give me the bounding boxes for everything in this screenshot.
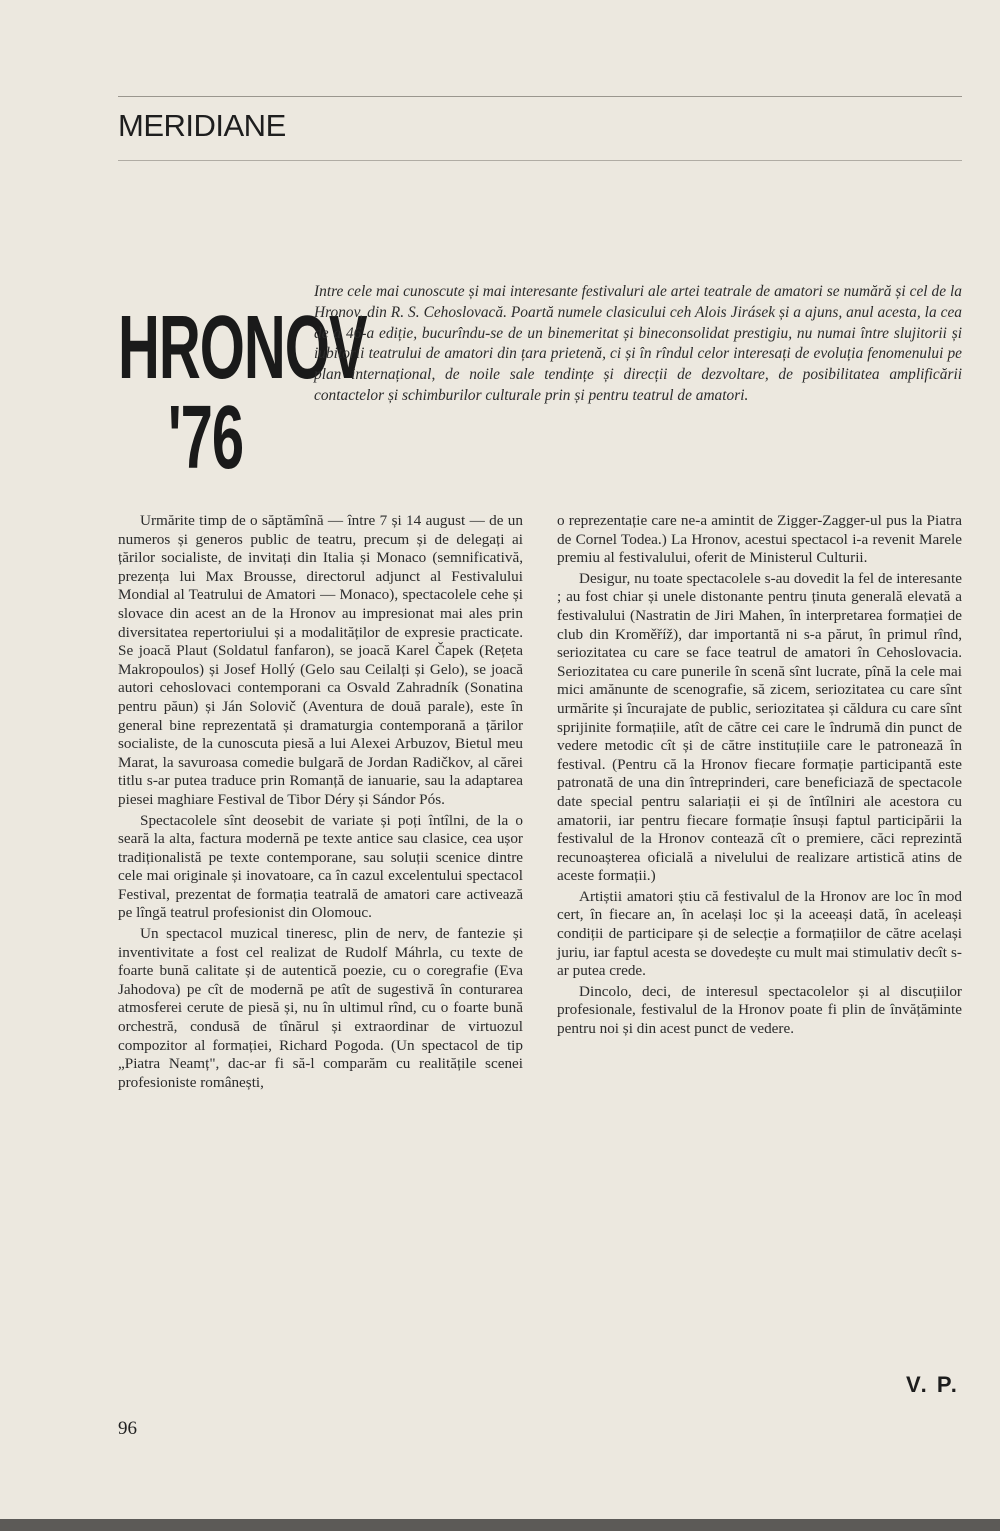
paragraph: Artiștii amatori știu că festivalul de la Hronov are loc în mod cert, în fiecare an, în același loc și la aceeași dată, în aceleași condiții de participare și de selecție a formațiilor de către același juriu, iar faptul acesta se dovedește cu mult mai stimulativ decît s-ar putea crede. xyxy=(557,887,962,980)
top-rule xyxy=(118,96,962,97)
right-column xyxy=(557,512,962,1041)
article-intro: Intre cele mai cunoscute și mai interesante festivaluri ale artei teatrale de amatori se numără și cel de la Hronov, din R. S. Cehoslovacă. Poartă numele clasicului ceh Alois Jirásek și a ajuns, anul acesta, la cea de a 46-a ediție, bucurîndu-se de un binemeritat și bineconsolidat prestigiu, nu numai între slujitorii și iubitorii teatrului de amatori din țara prietenă, ci și în rîndul celor interesați de evoluția fenomenului pe plan internațional, de noile sale tendințe și direcții de dezvoltare, de posibilitatea amplificării contactelor și schimburilor culturale prin și pentru teatrul de amatori. xyxy=(314,283,962,404)
page-number: 96 xyxy=(118,1418,137,1439)
section-title: MERIDIANE xyxy=(118,108,286,143)
article-title-line1: HRONOV xyxy=(118,297,367,399)
bottom-edge-band xyxy=(0,1519,1000,1531)
paragraph: o reprezentație care ne-a amintit de Zigger-Zagger-ul pus la Piatra de Cornel Todea.) La Hronov, acestui spectacol i-a revenit Marele premiu al festivalului, oferit de Ministerul Culturii. xyxy=(557,512,962,567)
title-rule xyxy=(118,160,962,161)
paragraph: Urmărite timp de o săptămînă — între 7 și 14 august — de un numeros și generos public de teatru, precum și de delegați ai țărilor socialiste, de invitați din Italia și Monaco (semnificativă, prezența lui Max Brousse, directorul adjunct al Festivalului Mondial al Teatrului de Amatori — Monaco), spectacolele cehe și slovace din acest an de la Hronov au impresionat mai ales prin diversitatea repertoriului și a modalităților de expresie practicate. Se joacă Plaut (Soldatul fanfaron), se joacă Karel Čapek (Rețeta Makropoulos) și Josef Hollý (Gelo sau Ceilalți și Gelo), se joacă autori cehoslovaci contemporani ca Osvald Zahradník (Sonatina pentru păun) și Ján Solovič (Aventura de două parale), este în general bine reprezentată și dramaturgia contemporană a țărilor socialiste, de la cunoscuta piesă a lui Alexei Arbuzov, Bietul meu Marat, la savuroasa comedie bulgară de Jordan Radičkov, al cărei titlu s-ar putea traduce prin Romanță de ianuarie, sau la adaptarea piesei maghiare Festival de Tibor Déry și Sándor Pós. xyxy=(118,512,523,808)
article-title xyxy=(118,282,367,489)
author-signature: V. P. xyxy=(906,1372,959,1397)
paragraph: Desigur, nu toate spectacolele s-au dovedit la fel de interesante ; au fost chiar și unele distonante pentru ținuta generală elevată a festivalului (Nastratin de Jiri Mahen, în interpretarea formației de club din Kroměříž), dar importantă ni s-a părut, în primul rînd, seriozitatea cu care se face teatrul de amatori în Cehoslovacia. Seriozitatea cu care punerile în scenă sînt lucrate, pînă la cele mai mici amănunte de scenografie, să zicem, seriozitatea cu care sînt urmărite și încurajate de public, seriozitatea și căldura cu care sînt sprijinite formațiile, atît de către cei care le îndrumă din punct de vedere metodic cît și de către instituțiile care le patronează în festival. (Pentru că la Hronov fiecare formație participantă este patronată de una din întreprinderi, care beneficiază de spectacole date special pentru salariații ei și de întîlniri ale acestora cu amatorii, iar pentru fiecare formație însuși faptul participării la festivalul de la Hronov contează cît o premiere, căci reprezintă recunoașterea oficială a nivelului de realizare artistică atins de aceste formații.) xyxy=(557,569,962,885)
paragraph: Dincolo, deci, de interesul spectacolelor și al discuțiilor profesionale, festivalul de la Hronov poate fi plin de învățăminte pentru noi și din acest punct de vedere. xyxy=(557,982,962,1038)
paragraph: Spectacolele sînt deosebit de variate și poți întîlni, de la o seară la alta, factura modernă pe texte antice sau clasice, cea ușor tradiționalistă pe texte contemporane, sau soluții scenice dintre cele mai originale și inovatoare, ca în cazul excelentului spectacol Festival, prezentat de formația teatrală de amatori care activează pe lîngă teatrul profesionist din Olomouc. xyxy=(118,811,523,922)
article-title-line2: '76 xyxy=(167,387,244,489)
left-column xyxy=(118,512,523,1094)
paragraph: Un spectacol muzical tineresc, plin de nerv, de fantezie și inventivitate a fost cel realizat de Rudolf Máhrla, cu texte de foarte bună calitate și de autentică poezie, cu o coregrafie (Eva Jahodova) pe cît de modernă pe atît de sugestivă în conturarea atmosferei cerute de piesă și, nu în ultimul rînd, cu o foarte bună orchestră, condusă de tînărul și extraordinar de virtuozul compozitor al formației, Richard Pogoda. (Un spectacol de tip „Piatra Neamț", dac-ar fi să-l comparăm cu realitățile scenei profesioniste românești, xyxy=(118,925,523,1091)
